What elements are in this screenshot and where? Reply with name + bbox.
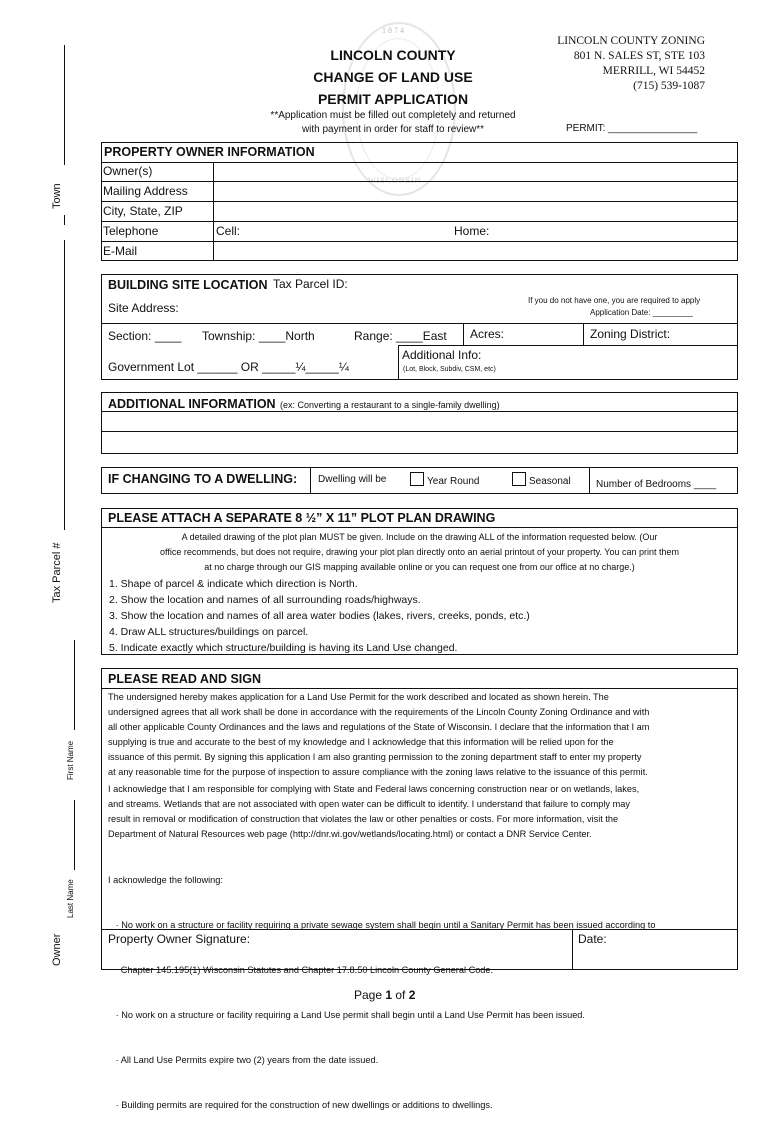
township-field[interactable]: Township: ____North [202,329,315,343]
title-line-3: PERMIT APPLICATION [317,91,469,107]
agreement-line: at any reasonable time for the purpose of inspection to assure compliance with the zoning laws relative to the issuance of this permit. [108,767,648,777]
owner-info-title: PROPERTY OWNER INFORMATION [104,145,315,159]
wetlands-line: and streams. Wetlands that are not associated with open water can be difficult to identify. I understand that failure to comply may [108,799,630,809]
mailing-address-label: Mailing Address [103,184,188,198]
page-number [354,988,415,1002]
town-label: Town [51,183,63,209]
seasonal-option[interactable] [512,472,571,487]
acknowledgement-line: I acknowledge the following: [108,875,223,885]
office-city: MERRILL, WI 54452 [602,65,705,77]
site-location-title: BUILDING SITE LOCATION [108,278,268,292]
plot-step-3: 3. Show the location and names of all area water bodies (lakes, rivers, creeks, ponds, etc.) [109,610,530,622]
tax-parcel-line[interactable] [64,240,65,530]
plot-plan-steps [109,576,530,656]
plot-step-1: 1. Shape of parcel & indicate which direction is North. [109,578,358,590]
read-and-sign-title: PLEASE READ AND SIGN [108,672,262,686]
agreement-line: supplying is true and accurate to the best of my knowledge and I acknowledge that this information will be relied upon for the [108,737,614,747]
agreement-paragraph [108,690,736,780]
additional-info-field[interactable]: Additional Info: [402,348,482,362]
owner-label: Owner [51,933,63,966]
city-state-zip-field[interactable] [214,202,737,220]
title-line-1: LINCOLN COUNTY [330,47,456,63]
plot-step-4: 4. Draw ALL structures/buildings on parcel. [109,626,309,638]
permit-number-field[interactable]: PERMIT: ________________ [566,123,698,134]
bedrooms-field[interactable]: Number of Bedrooms ____ [596,479,717,490]
seal-state: WISCONSIN [368,176,422,185]
government-lot-field[interactable]: Government Lot ______ OR _____¼_____¼ [108,360,349,374]
telephone-label: Telephone [103,224,159,238]
agreement-line: undersigned agrees that all work shall be done in accordance with the requirements of the Lincoln County Zoning Ordinance and with [108,707,650,717]
signature-date-field[interactable]: Date: [578,932,607,946]
year-round-checkbox[interactable] [410,472,424,486]
page-of: of [392,988,409,1002]
email-field[interactable] [214,242,737,260]
range-field[interactable]: Range: ____East [354,329,447,343]
tax-parcel-label: Tax Parcel # [51,542,63,603]
submission-note [228,109,558,137]
acknowledgement-line: · All Land Use Permits expire two (2) years from the date issued. [108,1055,379,1065]
last-name-line[interactable] [74,800,75,870]
additional-info-example: (ex: Converting a restaurant to a single-family dwelling) [280,400,500,410]
dwelling-title: IF CHANGING TO A DWELLING: [108,472,298,486]
first-name-label: First Name [66,740,75,780]
owner-field[interactable] [214,163,737,180]
acres-field[interactable]: Acres: [470,327,505,341]
town-line[interactable] [64,45,65,165]
plot-plan-intro [102,530,737,575]
plot-intro-line-2: office recommends, but does not require, drawing your plot plan directly onto an aerial printout of your property. You can print them [160,547,679,557]
agreement-line: all other applicable County Ordinances and the laws and regulations of the State of Wisconsin. I declare that the information that I am [108,722,650,732]
plot-intro-line-3: at no charge through our GIS mapping available online or you can request one from our office at no charge.) [204,562,635,572]
plot-intro-line-1: A detailed drawing of the plot plan MUST be given. Include on the drawing ALL of the information requested below. (Our [181,532,658,542]
plot-step-5: 5. Indicate exactly which structure/building is having its Land Use changed. [109,642,458,654]
agreement-line: issuance of this permit. By signing this application I am also granting permission to the zoning department staff to enter my property [108,752,642,762]
year-round-label: Year Round [427,476,480,487]
wetlands-line: Department of Natural Resources web page (http://dnr.wi.gov/wetlands/locating.html) or contact a DNR Service Center. [108,829,592,839]
additional-info-hint: (Lot, Block, Subdiv, CSM, etc) [403,366,496,373]
application-date-field[interactable]: Application Date: _________ [590,308,693,317]
acknowledgement-list [108,843,736,1128]
year-round-option[interactable] [410,472,479,487]
town-line-end [64,215,65,225]
page-current: 1 [385,988,393,1002]
additional-info-title: ADDITIONAL INFORMATION [108,397,276,411]
additional-info-line-2[interactable] [102,432,737,453]
last-name-label: Last Name [66,879,75,918]
acknowledgement-line: · Building permits are required for the construction of new dwellings or additions to dwellings. [108,1100,493,1110]
seasonal-checkbox[interactable] [512,472,526,486]
mailing-address-field[interactable] [214,182,737,200]
office-name: LINCOLN COUNTY ZONING [557,35,705,47]
form-title [270,44,516,110]
first-name-line[interactable] [74,640,75,730]
note-line-1: **Application must be filled out completely and returned [270,110,516,121]
home-phone-field[interactable]: Home: [454,224,490,238]
office-address-block [505,34,705,94]
cell-phone-field[interactable]: Cell: [216,224,241,238]
office-phone: (715) 539-1087 [633,80,705,92]
plot-step-2: 2. Show the location and names of all surrounding roads/highways. [109,594,421,606]
page-prefix: Page [354,988,386,1002]
acknowledgement-line: · No work on a structure or facility requiring a Land Use permit shall begin until a Land Use Permit has been issued. [108,1010,585,1020]
site-address-field[interactable]: Site Address: [108,301,179,315]
tax-parcel-id-field[interactable]: Tax Parcel ID: [273,277,348,291]
wetlands-line: I acknowledge that I am responsible for complying with State and Federal laws concerning construction near or on wetlands, lakes, [108,784,640,794]
owner-label-row: Owner(s) [103,164,153,178]
office-street: 801 N. SALES ST, STE 103 [573,50,705,62]
plot-plan-title: PLEASE ATTACH A SEPARATE 8 ½” X 11” PLOT PLAN DRAWING [108,511,496,525]
acknowledgement-line: Chapter 145.195(1) Wisconsin Statutes and Chapter 17.8.50 Lincoln County General Code. [108,965,494,975]
seasonal-label: Seasonal [529,476,571,487]
email-label: E-Mail [103,244,138,258]
section-field[interactable]: Section: ____ [108,329,182,343]
title-line-2: CHANGE OF LAND USE [313,69,473,85]
wetlands-line: result in removal or modification of construction that violates the law or other penalties or costs. For more information, visit the [108,814,619,824]
acknowledgement-line: · No work on a structure or facility requiring a private sewage system shall begin until a Sanitary Permit has been issued according to [108,920,656,930]
owner-signature-field[interactable]: Property Owner Signature: [108,932,251,946]
additional-info-line-1[interactable] [102,412,737,430]
dwelling-will-be-label: Dwelling will be [318,474,387,485]
wetlands-paragraph [108,782,736,842]
city-state-zip-label: City, State, ZIP [103,204,183,218]
apply-note: If you do not have one, you are required to apply [528,296,701,305]
note-line-2: with payment in order for staff to review** [301,124,485,135]
zoning-district-field[interactable]: Zoning District: [590,327,671,341]
seal-year: 1874 [382,26,406,35]
page-total: 2 [408,988,416,1002]
agreement-line: The undersigned hereby makes application for a Land Use Permit for the work described and located as shown herein. The [108,692,609,702]
